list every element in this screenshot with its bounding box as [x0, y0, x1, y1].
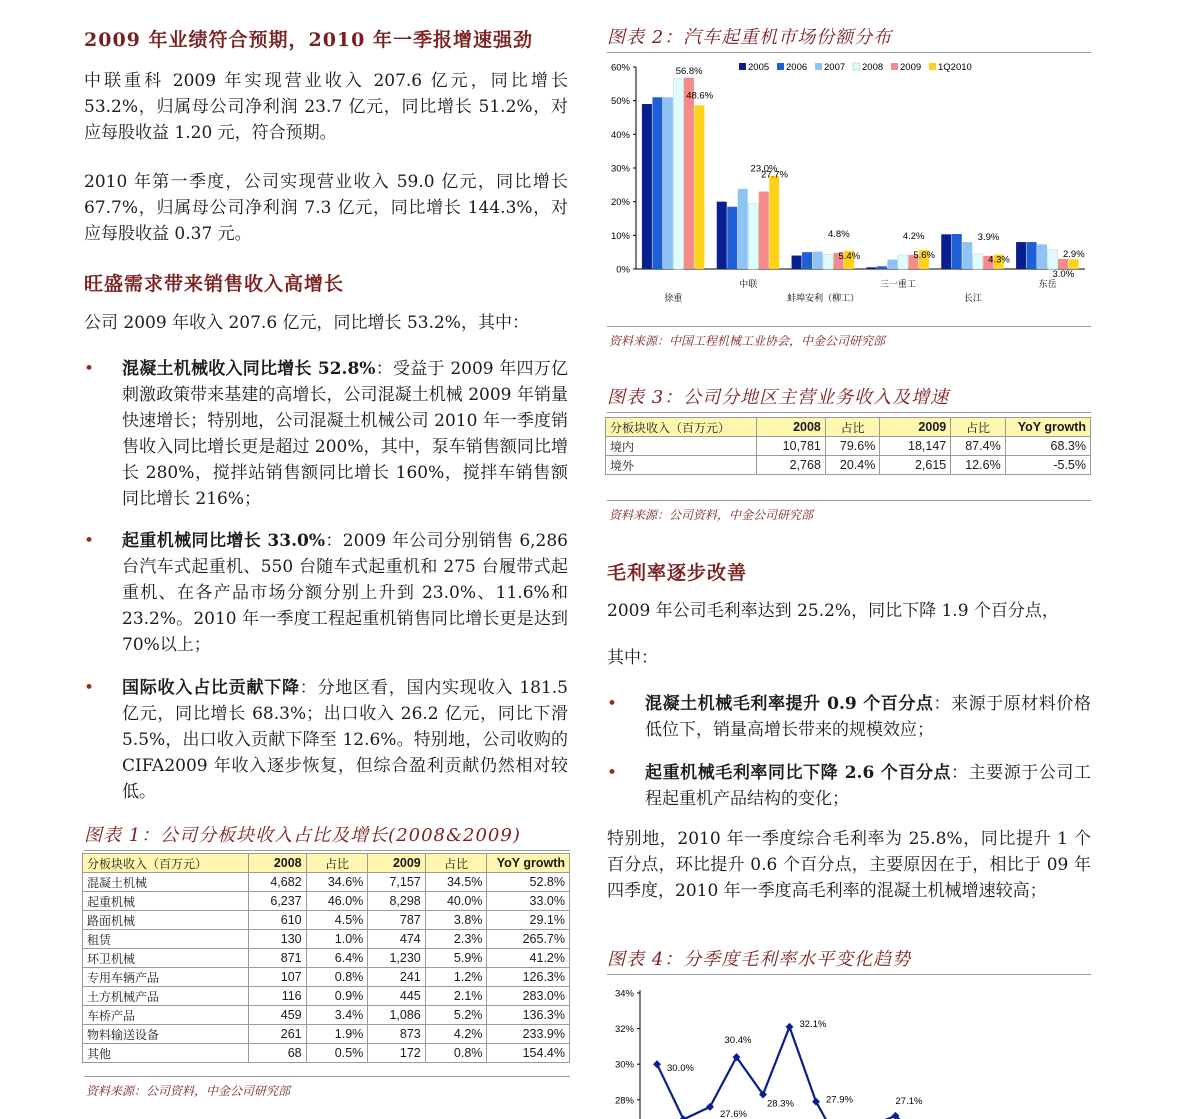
- y-tick-label: 30%: [614, 1059, 634, 1071]
- bar-2005: [792, 256, 802, 269]
- table-row: [83, 1044, 570, 1063]
- data-label: 27.1%: [895, 1095, 923, 1107]
- bullet-text: [645, 760, 1091, 812]
- table-cell: 34.5%: [425, 873, 487, 892]
- bar-2005: [717, 202, 727, 269]
- table-cell: 46.0%: [306, 892, 368, 911]
- bar-2008: [898, 255, 908, 269]
- data-label: 30.4%: [724, 1035, 752, 1047]
- category-label: 徐重: [664, 293, 683, 303]
- category-label: 中联: [739, 279, 758, 289]
- table-cell: 29.1%: [487, 911, 570, 930]
- legend-label: 2006: [786, 62, 808, 73]
- table-cell: 1,086: [368, 1006, 425, 1025]
- data-label: 4.8%: [828, 228, 850, 240]
- table-cell: 33.0%: [487, 892, 570, 911]
- row-label-cell: 车桥产品: [83, 1006, 249, 1025]
- table-cell: 126.3%: [487, 968, 570, 987]
- table-cell: 172: [368, 1044, 425, 1063]
- bullet-bold-lead: 起重机械同比增长 33.0%: [122, 531, 325, 551]
- bar-2008: [823, 255, 833, 269]
- bullet-body: ：来源于原材料价格低位下，销量高增长带来的规模效应；: [645, 694, 1091, 740]
- category-label: 蚌埠安利（柳工）: [787, 293, 860, 303]
- table-row: [83, 911, 570, 930]
- bullet-dot: •: [84, 531, 95, 551]
- y-tick-label: 32%: [614, 1024, 634, 1036]
- section-title-revenue-growth: 旺盛需求带来销售收入高增长: [84, 273, 345, 295]
- data-label: 30.0%: [667, 1063, 694, 1075]
- bullet-crane-margin: [607, 760, 1091, 814]
- bullet-text: [645, 691, 1091, 743]
- table-header-cell: 分板块收入（百万元）: [606, 418, 757, 437]
- figure-4-title: 图表 4：分季度毛利率水平变化趋势: [607, 945, 1091, 975]
- table-header-cell: 2008: [757, 418, 826, 437]
- data-point: [706, 1103, 714, 1111]
- table-cell: 136.3%: [487, 1006, 570, 1025]
- table-cell: 5.9%: [425, 949, 487, 968]
- bullet-dot: •: [607, 694, 618, 714]
- table-cell: 0.5%: [306, 1044, 368, 1063]
- table-header-cell: 2009: [368, 854, 425, 873]
- figure-3-title: 图表 3：公司分地区主营业务收入及增速: [607, 383, 1091, 413]
- legend-label: 2009: [900, 62, 922, 73]
- paragraph-among-which: 其中：: [607, 648, 658, 668]
- bar-2008: [673, 79, 683, 269]
- bullet-body: ：分地区看，国内实现收入 181.5 亿元，同比增长 68.3%；出口收入 26.2 亿元，同比下滑 5.5%，出口收入贡献下降至 12.6%。特别地，公司收购的 CIFA2009 年收入逐步恢复，但综合盈利贡献仍然相对较低。: [122, 678, 568, 802]
- bar-1Q2010: [1069, 259, 1079, 269]
- table-cell: 474: [368, 930, 425, 949]
- legend-label: 2005: [748, 62, 770, 73]
- data-label: 27.9%: [826, 1094, 853, 1106]
- figure-1-title: 图表 1：公司分板块收入占比及增长(2008&2009): [84, 821, 570, 851]
- table-cell: 40.0%: [425, 892, 487, 911]
- table-cell: 871: [249, 949, 306, 968]
- paragraph-q1-results: 2010 年第一季度，公司实现营业收入 59.0 亿元，同比增长67.7%，归属母公司净利润 7.3 亿元，同比增长 144.3%，对应每股收益 0.37 元。: [84, 172, 568, 244]
- bullet-bold-lead: 混凝土机械毛利率提升 0.9 个百分点: [645, 694, 934, 714]
- bar-2006: [802, 252, 812, 269]
- bar-2006: [1027, 242, 1037, 269]
- table-cell: 6.4%: [306, 949, 368, 968]
- bullet-bold-lead: 国际收入占比贡献下降: [122, 678, 300, 698]
- bullet-international-revenue: [84, 675, 568, 807]
- bar-2009: [759, 192, 769, 269]
- data-label: 3.9%: [977, 231, 1000, 243]
- table-row: [83, 1006, 570, 1025]
- bar-2005: [866, 267, 876, 269]
- table-cell: 283.0%: [487, 987, 570, 1006]
- bar-2007: [663, 97, 673, 269]
- bar-2007: [738, 189, 748, 269]
- paragraph-revenue-intro: 公司 2009 年收入 207.6 亿元，同比增长 53.2%，其中：: [84, 313, 529, 333]
- y-tick-label: 34%: [614, 988, 634, 1000]
- legend-label: 2007: [824, 62, 846, 73]
- table-row: [83, 892, 570, 911]
- table-cell: 4.2%: [425, 1025, 487, 1044]
- bar-1Q2010: [694, 105, 704, 269]
- table-header-cell: 分板块收入（百万元）: [83, 854, 249, 873]
- table-row: [606, 437, 1091, 456]
- figure-2-title: 图表 2：汽车起重机市场份额分布: [607, 23, 1091, 53]
- section-title-results: 2009 年业绩符合预期，2010 年一季报增速强劲: [84, 29, 533, 51]
- table-cell: 4,682: [249, 873, 306, 892]
- table-header-cell: 占比: [425, 854, 487, 873]
- bar-2008: [1048, 250, 1058, 269]
- bar-2005: [1016, 242, 1026, 269]
- row-label-cell: 混凝土机械: [83, 873, 249, 892]
- data-label: 4.3%: [988, 254, 1010, 266]
- bar-2005: [642, 104, 652, 269]
- table-cell: 2,768: [757, 456, 826, 475]
- table-cell: 610: [249, 911, 306, 930]
- bar-2008: [973, 254, 983, 269]
- bar-2008: [748, 203, 758, 269]
- bullet-text: [122, 528, 568, 658]
- table-cell: 116: [249, 987, 306, 1006]
- table-header-row: [83, 854, 570, 873]
- bar-2007: [813, 251, 823, 269]
- data-label: 27.7%: [761, 169, 788, 181]
- legend-label: 2008: [862, 62, 884, 73]
- y-tick-label: 0%: [616, 264, 630, 276]
- row-label-cell: 起重机械: [83, 892, 249, 911]
- bullet-dot: •: [84, 678, 95, 698]
- data-label: 4.2%: [902, 230, 925, 242]
- data-label: 5.4%: [838, 250, 861, 262]
- data-label: 27.6%: [720, 1108, 747, 1119]
- data-label: 48.6%: [686, 90, 714, 102]
- table-cell: 459: [249, 1006, 306, 1025]
- table-cell: 261: [249, 1025, 306, 1044]
- figure-3-divider: [607, 500, 1091, 501]
- bullet-dot: •: [84, 359, 95, 379]
- table-cell: 2.3%: [425, 930, 487, 949]
- bullet-dot: •: [607, 763, 618, 783]
- table-header-cell: 2008: [249, 854, 306, 873]
- bar-2006: [652, 97, 662, 269]
- table-cell: 79.6%: [825, 437, 879, 456]
- paragraph-gross-margin: 2009 年公司毛利率达到 25.2%，同比下降 1.9 个百分点，: [607, 601, 1059, 621]
- row-label-cell: 境外: [606, 456, 757, 475]
- table-cell: 4.5%: [306, 911, 368, 930]
- bullet-concrete-margin: [607, 691, 1091, 745]
- bar-2006: [952, 234, 962, 269]
- table-row: [83, 930, 570, 949]
- table-cell: 87.4%: [951, 437, 1005, 456]
- data-label: 32.1%: [799, 1018, 827, 1030]
- legend-swatch: [815, 63, 822, 70]
- table-cell: 6,237: [249, 892, 306, 911]
- table-cell: 52.8%: [487, 873, 570, 892]
- bar-2007: [887, 260, 897, 269]
- table-cell: 18,147: [880, 437, 951, 456]
- table-cell: 68: [249, 1044, 306, 1063]
- figure-1-divider: [84, 1076, 570, 1077]
- table-cell: 265.7%: [487, 930, 570, 949]
- table-cell: 241: [368, 968, 425, 987]
- figure-2-source: 资料来源：中国工程机械工业协会，中金公司研究部: [609, 334, 886, 348]
- table-header-cell: 占比: [306, 854, 368, 873]
- y-tick-label: 40%: [610, 129, 630, 141]
- y-tick-label: 60%: [610, 62, 630, 74]
- row-label-cell: 路面机械: [83, 911, 249, 930]
- row-label-cell: 租赁: [83, 930, 249, 949]
- table-cell: 3.4%: [306, 1006, 368, 1025]
- bullet-bold-lead: 混凝土机械收入同比增长 52.8%: [122, 359, 376, 379]
- table-cell: 7,157: [368, 873, 425, 892]
- legend-swatch: [777, 63, 784, 70]
- bar-2007: [1037, 244, 1047, 269]
- quarterly-gross-margin-chart: [600, 980, 1094, 1119]
- table-row: [83, 1025, 570, 1044]
- table-cell: 0.8%: [306, 968, 368, 987]
- row-label-cell: 物料输送设备: [83, 1025, 249, 1044]
- section-title-gross-margin: 毛利率逐步改善: [607, 562, 748, 584]
- y-tick-label: 10%: [610, 230, 630, 242]
- crane-market-share-chart: [600, 52, 1094, 314]
- paragraph-2009-results: 中联重科 2009 年实现营业收入 207.6 亿元，同比增长 53.2%，归属母公司净利润 23.7 亿元，同比增长 51.2%，对应每股收益 1.20 元，符合预期。: [84, 71, 568, 143]
- table-cell: 20.4%: [825, 456, 879, 475]
- table-cell: 130: [249, 930, 306, 949]
- table-cell: 873: [368, 1025, 425, 1044]
- data-label: 28.3%: [767, 1098, 794, 1110]
- table-cell: 787: [368, 911, 425, 930]
- legend-swatch: [853, 63, 860, 70]
- table-row: [83, 968, 570, 987]
- table-cell: 8,298: [368, 892, 425, 911]
- data-label: 2.9%: [1063, 249, 1085, 261]
- table-row: [83, 873, 570, 892]
- bar-2009: [1058, 259, 1068, 269]
- y-tick-label: 50%: [610, 96, 630, 108]
- bullet-body: ：2009 年公司分别销售 6,286 台汽车式起重机、550 台随车式起重机和 275 台履带式起重机、在各产品市场分额分别上升到 23.0%、11.6%和 23.2%。2010 年一季度工程起重机销售同比增长更是达到 70%以上；: [122, 531, 568, 655]
- table-header-cell: 2009: [880, 418, 951, 437]
- bullet-body: ：主要源于公司工程起重机产品结构的变化；: [645, 763, 1091, 809]
- bullet-text: [122, 675, 568, 805]
- category-label: 三一重工: [879, 279, 916, 289]
- table-row: [83, 987, 570, 1006]
- row-label-cell: 专用车辆产品: [83, 968, 249, 987]
- data-label: 3.0%: [1052, 268, 1075, 280]
- table-cell: 12.6%: [951, 456, 1005, 475]
- table-cell: 107: [249, 968, 306, 987]
- table-cell: 1.2%: [425, 968, 487, 987]
- data-label: 56.8%: [675, 65, 703, 77]
- bar-1Q2010: [769, 176, 779, 269]
- row-label-cell: 其他: [83, 1044, 249, 1063]
- segment-revenue-table: [82, 853, 570, 1063]
- table-cell: 233.9%: [487, 1025, 570, 1044]
- category-label: 长江: [963, 293, 982, 303]
- legend-swatch: [929, 63, 936, 70]
- paragraph-q1-margin: 特别地，2010 年一季度综合毛利率为 25.8%，同比提升 1 个百分点，环比提升 0.6 个百分点，主要原因在于，相比于 09 年四季度，2010 年一季度高毛利率的混凝土机械增速较高；: [607, 829, 1091, 901]
- bar-2007: [962, 242, 972, 269]
- table-row: [83, 949, 570, 968]
- table-cell: 1,230: [368, 949, 425, 968]
- data-point: [786, 1023, 794, 1031]
- table-cell: 10,781: [757, 437, 826, 456]
- row-label-cell: 境内: [606, 437, 757, 456]
- table-cell: 154.4%: [487, 1044, 570, 1063]
- bullet-body: ：受益于 2009 年四万亿刺激政策带来基建的高增长，公司混凝土机械 2009 年销量快速增长；特别地，公司混凝土机械公司 2010 年一季度销售收入同比增长更是超过 200%，其中，泵车销售额同比增长 280%，搅拌站销售额同比增长 160%，搅拌车销售额同比增长 216%；: [122, 359, 568, 509]
- table-cell: 68.3%: [1005, 437, 1090, 456]
- table-cell: -5.5%: [1005, 456, 1090, 475]
- bullet-text: [122, 356, 568, 512]
- region-revenue-table: [605, 417, 1091, 475]
- y-tick-label: 30%: [610, 163, 630, 175]
- table-cell: 34.6%: [306, 873, 368, 892]
- category-label: 东岳: [1038, 279, 1057, 289]
- bullet-bold-lead: 起重机械毛利率同比下降 2.6 个百分点: [645, 763, 952, 783]
- legend-label: 1Q2010: [938, 62, 972, 73]
- row-label-cell: 土方机械产品: [83, 987, 249, 1006]
- table-cell: 0.9%: [306, 987, 368, 1006]
- y-tick-label: 20%: [610, 197, 630, 209]
- table-cell: 3.8%: [425, 911, 487, 930]
- data-point: [653, 1060, 661, 1068]
- figure-2-divider: [607, 326, 1091, 327]
- bullet-concrete-machinery: [84, 356, 568, 516]
- table-header-cell: 占比: [825, 418, 879, 437]
- table-cell: 1.9%: [306, 1025, 368, 1044]
- table-header-cell: YoY growth: [487, 854, 570, 873]
- table-cell: 445: [368, 987, 425, 1006]
- row-label-cell: 环卫机械: [83, 949, 249, 968]
- bar-2006: [877, 266, 887, 269]
- legend-swatch: [891, 63, 898, 70]
- table-cell: 2.1%: [425, 987, 487, 1006]
- table-cell: 41.2%: [487, 949, 570, 968]
- bullet-crane-machinery: [84, 528, 568, 660]
- table-cell: 2,615: [880, 456, 951, 475]
- table-cell: 5.2%: [425, 1006, 487, 1025]
- table-header-cell: YoY growth: [1005, 418, 1090, 437]
- table-header-cell: 占比: [951, 418, 1005, 437]
- table-cell: 1.0%: [306, 930, 368, 949]
- table-cell: 0.8%: [425, 1044, 487, 1063]
- table-header-row: [606, 418, 1091, 437]
- y-tick-label: 28%: [614, 1095, 634, 1107]
- figure-1-source: 资料来源：公司资料，中金公司研究部: [86, 1084, 291, 1098]
- table-row: [606, 456, 1091, 475]
- bar-2005: [941, 234, 951, 269]
- data-label: 5.6%: [913, 250, 935, 262]
- data-label: 23.0%: [750, 163, 778, 175]
- legend-swatch: [739, 63, 746, 70]
- figure-3-source: 资料来源：公司资料，中金公司研究部: [609, 508, 814, 522]
- bar-2009: [684, 78, 694, 269]
- bar-2006: [727, 207, 737, 269]
